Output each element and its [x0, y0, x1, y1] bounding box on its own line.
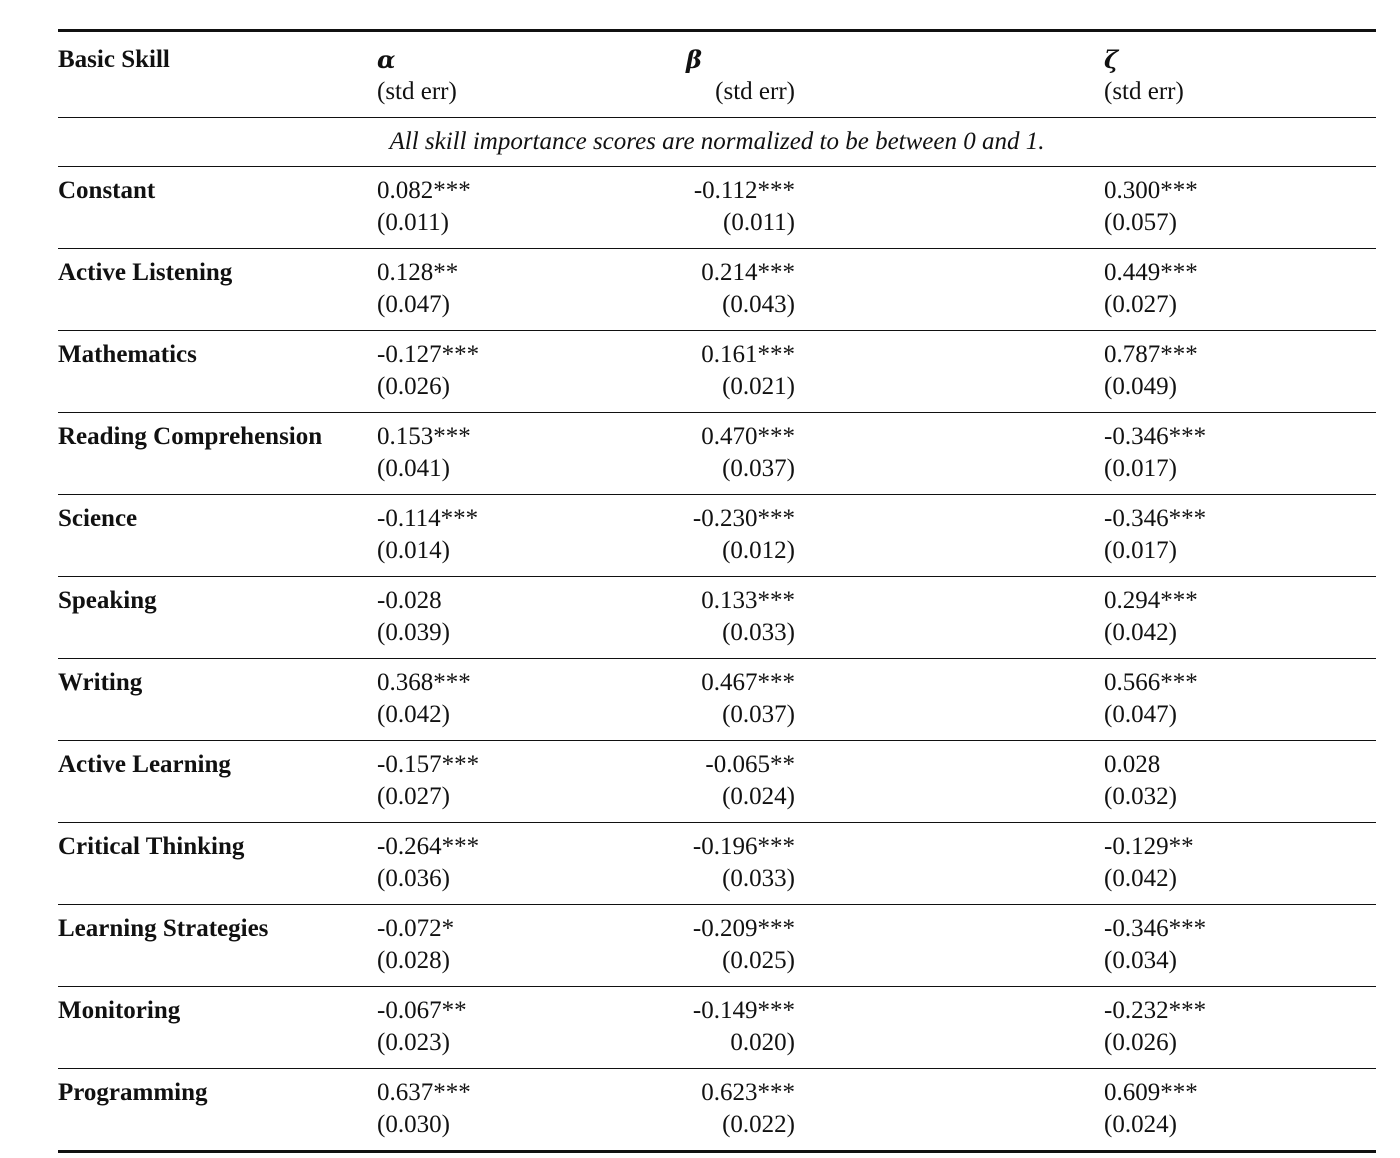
alpha-cell [377, 331, 686, 413]
table-row [58, 987, 1376, 1069]
alpha-std-error: (0.030) [377, 1111, 450, 1138]
beta-coefficient: 0.470*** [701, 423, 795, 450]
alpha-symbol: α [377, 45, 396, 74]
beta-symbol: β [686, 45, 702, 74]
skill-name-cell [58, 495, 377, 577]
beta-std-error: (0.037) [722, 701, 795, 728]
beta-coefficient: 0.467*** [701, 669, 795, 696]
beta-coefficient: 0.214*** [701, 259, 795, 286]
skill-name: Programming [58, 1079, 208, 1106]
beta-cell [686, 495, 1104, 577]
beta-cell [686, 823, 1104, 905]
skill-name: Learning Strategies [58, 915, 269, 942]
beta-cell [686, 249, 1104, 331]
beta-cell [686, 741, 1104, 823]
beta-cell [686, 331, 1104, 413]
alpha-cell [377, 905, 686, 987]
alpha-coefficient: 0.637*** [377, 1079, 471, 1106]
table-row [58, 331, 1376, 413]
table-row [58, 659, 1376, 741]
beta-coefficient: 0.133*** [701, 587, 795, 614]
zeta-cell [1104, 1069, 1376, 1152]
skill-name-cell [58, 823, 377, 905]
beta-std-error: (0.024) [722, 783, 795, 810]
skill-name: Constant [58, 177, 156, 204]
zeta-cell [1104, 659, 1376, 741]
zeta-column-header [1104, 31, 1376, 118]
beta-coefficient: -0.196*** [692, 833, 795, 860]
alpha-coefficient: 0.082*** [377, 177, 471, 204]
normalization-note-row [58, 118, 1376, 167]
alpha-coefficient: -0.127*** [377, 341, 480, 368]
zeta-cell [1104, 741, 1376, 823]
alpha-cell [377, 577, 686, 659]
zeta-cell [1104, 331, 1376, 413]
beta-std-error: (0.043) [722, 291, 795, 318]
beta-std-error: (0.022) [722, 1111, 795, 1138]
table-header-row [58, 31, 1376, 118]
zeta-cell [1104, 823, 1376, 905]
beta-stderr-label: (std err) [715, 78, 795, 105]
alpha-cell [377, 1069, 686, 1152]
alpha-coefficient: -0.157*** [377, 751, 480, 778]
beta-coefficient: -0.230*** [692, 505, 795, 532]
beta-coefficient: 0.161*** [701, 341, 795, 368]
beta-cell [686, 413, 1104, 495]
alpha-std-error: (0.028) [377, 947, 450, 974]
table-row [58, 905, 1376, 987]
alpha-stderr-label: (std err) [377, 78, 457, 105]
alpha-coefficient: 0.153*** [377, 423, 471, 450]
alpha-coefficient: -0.264*** [377, 833, 480, 860]
table-row [58, 167, 1376, 249]
beta-coefficient: -0.209*** [692, 915, 795, 942]
alpha-std-error: (0.039) [377, 619, 450, 646]
alpha-std-error: (0.047) [377, 291, 450, 318]
normalization-note: All skill importance scores are normalized to be between 0 and 1. [58, 118, 1376, 167]
alpha-cell [377, 413, 686, 495]
beta-std-error: (0.011) [723, 209, 795, 236]
beta-coefficient: -0.112*** [693, 177, 795, 204]
beta-std-error: 0.020) [730, 1029, 795, 1056]
alpha-std-error: (0.026) [377, 373, 450, 400]
alpha-std-error: (0.041) [377, 455, 450, 482]
beta-cell [686, 167, 1104, 249]
zeta-cell [1104, 495, 1376, 577]
alpha-coefficient: -0.067** [377, 997, 467, 1024]
alpha-std-error: (0.036) [377, 865, 450, 892]
zeta-coefficient: -0.346*** [1104, 505, 1207, 532]
alpha-cell [377, 249, 686, 331]
alpha-cell [377, 823, 686, 905]
zeta-std-error: (0.042) [1104, 865, 1177, 892]
table-row [58, 413, 1376, 495]
alpha-cell [377, 987, 686, 1069]
beta-cell [686, 905, 1104, 987]
skill-name-cell [58, 741, 377, 823]
table-row [58, 577, 1376, 659]
beta-column-header [686, 31, 1104, 118]
beta-cell [686, 577, 1104, 659]
zeta-coefficient: 0.566*** [1104, 669, 1198, 696]
skill-name-cell [58, 167, 377, 249]
table-row [58, 495, 1376, 577]
skill-name: Science [58, 505, 138, 532]
beta-std-error: (0.025) [722, 947, 795, 974]
zeta-cell [1104, 905, 1376, 987]
beta-coefficient: -0.065** [705, 751, 795, 778]
beta-cell [686, 987, 1104, 1069]
zeta-coefficient: 0.449*** [1104, 259, 1198, 286]
skill-name-cell [58, 1069, 377, 1152]
zeta-coefficient: -0.232*** [1104, 997, 1207, 1024]
alpha-coefficient: 0.368*** [377, 669, 471, 696]
skill-column-label: Basic Skill [58, 46, 170, 73]
zeta-coefficient: 0.609*** [1104, 1079, 1198, 1106]
beta-std-error: (0.033) [722, 619, 795, 646]
zeta-coefficient: -0.346*** [1104, 423, 1207, 450]
beta-coefficient: -0.149*** [692, 997, 795, 1024]
skill-name: Writing [58, 669, 143, 696]
skill-name: Speaking [58, 587, 157, 614]
zeta-symbol: ζ [1104, 45, 1119, 74]
skill-name-cell [58, 249, 377, 331]
zeta-std-error: (0.049) [1104, 373, 1177, 400]
alpha-cell [377, 167, 686, 249]
regression-table-container [58, 29, 1376, 1153]
beta-std-error: (0.037) [722, 455, 795, 482]
skill-name-cell [58, 905, 377, 987]
beta-std-error: (0.021) [722, 373, 795, 400]
zeta-std-error: (0.024) [1104, 1111, 1177, 1138]
alpha-std-error: (0.042) [377, 701, 450, 728]
zeta-coefficient: 0.294*** [1104, 587, 1198, 614]
skill-name: Monitoring [58, 997, 181, 1024]
zeta-cell [1104, 577, 1376, 659]
zeta-std-error: (0.042) [1104, 619, 1177, 646]
beta-coefficient: 0.623*** [701, 1079, 795, 1106]
zeta-std-error: (0.032) [1104, 783, 1177, 810]
skill-name-cell [58, 659, 377, 741]
table-row [58, 1069, 1376, 1152]
skill-column-header [58, 31, 377, 118]
alpha-coefficient: 0.128** [377, 259, 459, 286]
skill-name: Critical Thinking [58, 833, 245, 860]
alpha-std-error: (0.014) [377, 537, 450, 564]
zeta-std-error: (0.026) [1104, 1029, 1177, 1056]
zeta-std-error: (0.017) [1104, 455, 1177, 482]
zeta-cell [1104, 249, 1376, 331]
skill-name: Mathematics [58, 341, 197, 368]
alpha-std-error: (0.023) [377, 1029, 450, 1056]
skill-coefficients-table [58, 29, 1376, 1153]
alpha-coefficient: -0.028 [377, 587, 442, 614]
alpha-coefficient: -0.072* [377, 915, 455, 942]
beta-std-error: (0.033) [722, 865, 795, 892]
alpha-cell [377, 659, 686, 741]
beta-cell [686, 659, 1104, 741]
zeta-std-error: (0.027) [1104, 291, 1177, 318]
alpha-cell [377, 495, 686, 577]
skill-name: Reading Comprehension [58, 423, 323, 450]
table-row [58, 741, 1376, 823]
zeta-std-error: (0.057) [1104, 209, 1177, 236]
beta-std-error: (0.012) [722, 537, 795, 564]
zeta-coefficient: -0.346*** [1104, 915, 1207, 942]
zeta-cell [1104, 413, 1376, 495]
alpha-cell [377, 741, 686, 823]
zeta-cell [1104, 987, 1376, 1069]
table-row [58, 249, 1376, 331]
skill-name-cell [58, 577, 377, 659]
zeta-std-error: (0.047) [1104, 701, 1177, 728]
alpha-std-error: (0.011) [377, 209, 449, 236]
table-row [58, 823, 1376, 905]
zeta-std-error: (0.017) [1104, 537, 1177, 564]
skill-name: Active Listening [58, 259, 233, 286]
zeta-coefficient: -0.129** [1104, 833, 1194, 860]
alpha-coefficient: -0.114*** [377, 505, 479, 532]
zeta-cell [1104, 167, 1376, 249]
zeta-coefficient: 0.028 [1104, 751, 1161, 778]
zeta-coefficient: 0.300*** [1104, 177, 1198, 204]
beta-cell [686, 1069, 1104, 1152]
zeta-stderr-label: (std err) [1104, 78, 1184, 105]
alpha-std-error: (0.027) [377, 783, 450, 810]
skill-name: Active Learning [58, 751, 231, 778]
skill-name-cell [58, 987, 377, 1069]
skill-name-cell [58, 331, 377, 413]
zeta-coefficient: 0.787*** [1104, 341, 1198, 368]
alpha-column-header [377, 31, 686, 118]
skill-name-cell [58, 413, 377, 495]
zeta-std-error: (0.034) [1104, 947, 1177, 974]
